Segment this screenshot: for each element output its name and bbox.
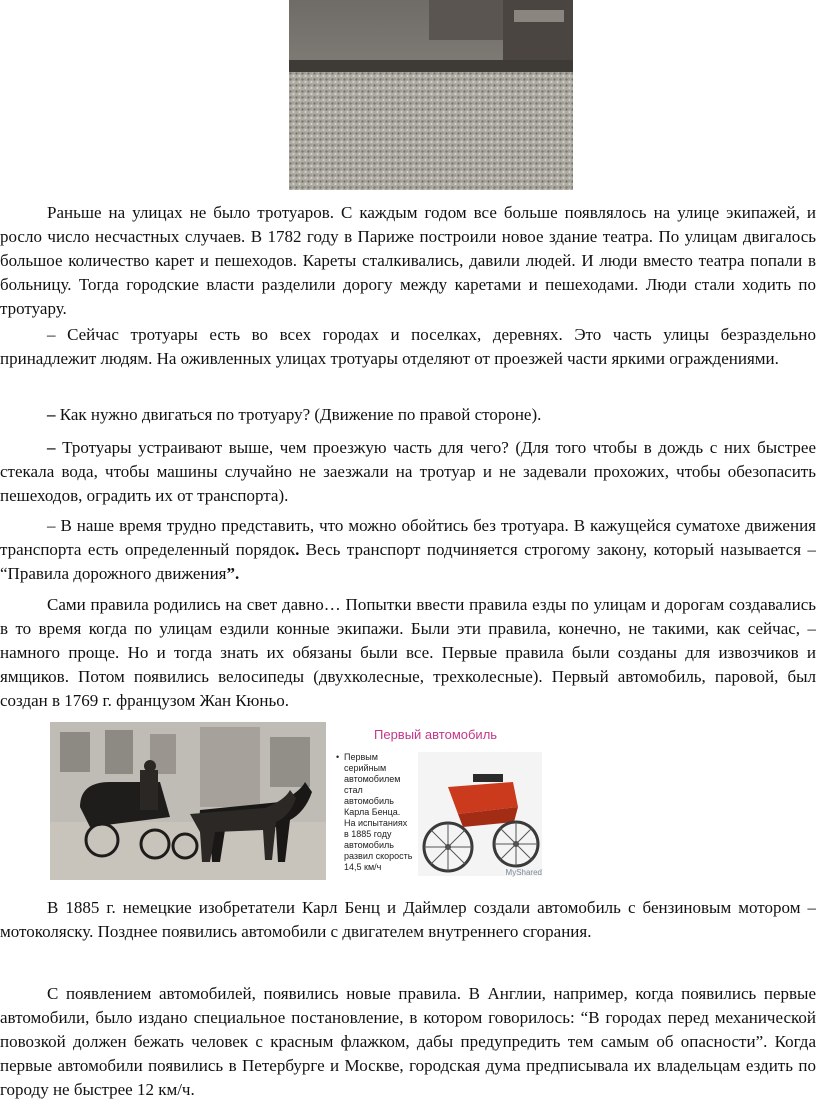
watermark: MyShared [505,868,542,877]
first-car-slide [332,722,550,880]
dash: – [47,405,56,424]
paragraph-4 [0,436,816,508]
bold-quote-end: ”. [226,564,240,583]
paragraph-1 [0,201,816,321]
horse-carriage-drawing [50,722,326,880]
paragraph-5-part-b: Весь транспорт подчиняется строгому закону, который называется – “Правила дорожного движения [0,540,816,583]
paragraph-6 [0,593,816,713]
paragraph-5-part-a: – В наше время трудно представить, что можно обойтись без тротуара. В кажущейся суматохе движения транспорта есть определенный порядок [0,516,816,559]
paragraph-6-text: Сами правила родились на свет давно… Попытки ввести правила езды по улицам и дорогам создавались в то время когда по улицам ездили конные экипажи. Были эти правила, конечно, не такими, как сейчас, – намного проще. Но и тогда знать их обязаны были все. Первые правила были созданы для извозчиков и ямщиков. Потом появились велосипеды (двухколесные, трехколесные). Первый автомобиль, паровой, был создан в 1769 г. французом Жан Кюньо. [0,595,816,710]
road-photo [289,0,573,190]
bold-period: . [295,540,300,559]
paragraph-3 [0,403,816,427]
slide-bullet-list [336,752,414,873]
paragraph-8-text: С появлением автомобилей, появились новые правила. В Англии, например, когда появились первые автомобили, было издано специальное постановление, в котором говорилось: “В городах перед механической повозкой должен бежать человек с красным флажком, дабы предупредить тем самым об опасности”. Когда первые автомобили появились в Петербурге и Москве, городская дума предписывала их владельцам ездить по городу не быстрее 12 км/ч. [0,984,816,1099]
dash: – [47,438,56,457]
road-photo-drawing [289,0,573,190]
paragraph-5-text [0,514,816,586]
paragraph-2-text: – Сейчас тротуары есть во всех городах и поселках, деревнях. Это часть улицы безраздельно принадлежит людям. На оживленных улицах тротуары отделяют от проезжей части яркими ограждениями. [0,325,816,368]
paragraph-7 [0,896,816,944]
horse-carriage-photo [50,722,326,880]
paragraph-1-text: Раньше на улицах не было тротуаров. С каждым годом все больше появлялось на улице экипажей, и росло число несчастных случаев. В 1782 году в Париже построили новое здание театра. По улицам двигалось большое количество карет и пешеходов. Кареты сталкивались, давили людей. И люди вместо театра попали в больницу. Тогда городские власти разделили дорогу между каретами и пешеходами. Люди стали ходить по тротуару. [0,203,816,318]
paragraph-5 [0,514,816,586]
question-text: Как нужно двигаться по тротуару? (Движение по правой стороне). [55,405,542,424]
paragraph-3-text [0,403,816,427]
paragraph-7-text: В 1885 г. немецкие изобретатели Карл Бенц и Даймлер создали автомобиль с бензиновым мотором – мотоколяску. Позднее появились автомобили с двигателем внутреннего сгорания. [0,898,816,941]
bullet-icon: • [336,752,340,762]
benz-car-drawing [418,752,542,876]
paragraph-4-text [0,436,816,508]
slide-bullet-text: Первым серийным автомобилем стал автомобиль Карла Бенца. На испытаниях в 1885 году автомобиль развил скорость 14,5 км/ч [344,752,413,872]
paragraph-8 [0,982,816,1102]
figures-row [50,722,550,880]
paragraph-2 [0,323,816,371]
slide-title: Первый автомобиль [374,727,498,742]
benz-car-image [418,752,542,876]
question-text: Тротуары устраивают выше, чем проезжую часть для чего? (Для того чтобы в дождь с них быстрее стекала вода, чтобы машины случайно не заезжали на тротуар и не задевали прохожих, чтобы обезопасить пешеходов, оградить их от транспорта). [0,438,816,505]
